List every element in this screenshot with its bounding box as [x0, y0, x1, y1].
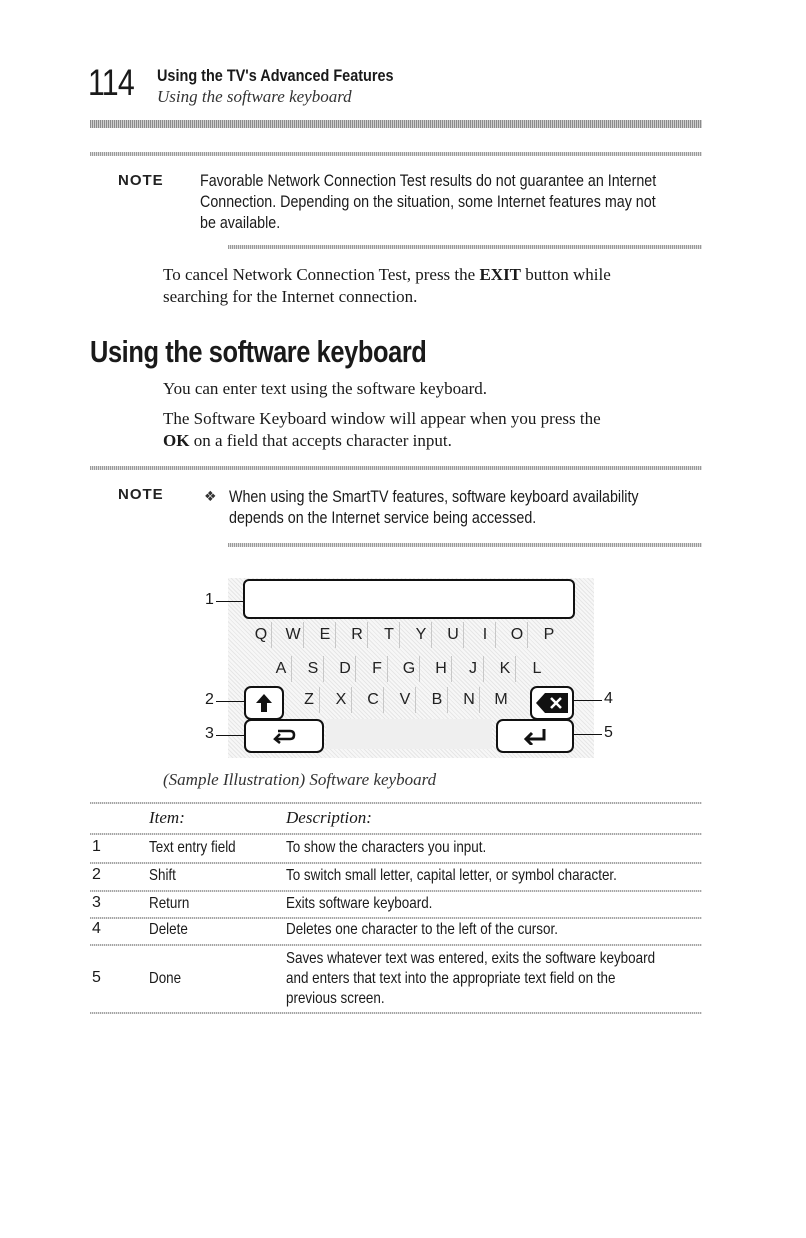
callout-line-5 [572, 734, 602, 735]
key-x[interactable]: X [331, 687, 352, 713]
note-line: When using the SmartTV features, software keyboard availability [229, 487, 639, 506]
row-number: 3 [92, 894, 101, 911]
shift-arrow-icon [255, 693, 273, 713]
row-description: To show the characters you input. [286, 839, 487, 856]
key-l[interactable]: L [532, 660, 542, 677]
key-g[interactable]: G [399, 656, 420, 682]
exit-keyword: EXIT [479, 265, 522, 284]
text-run: button while [521, 265, 611, 284]
key-d[interactable]: D [335, 656, 356, 682]
key-m[interactable]: M [494, 691, 508, 708]
row-rule [90, 890, 702, 892]
row-description: Saves whatever text was entered, exits the software keyboard [286, 950, 656, 967]
return-button[interactable] [244, 719, 324, 753]
header-rule [90, 120, 702, 128]
key-r[interactable]: R [347, 622, 368, 648]
table-header-item: Item: [149, 808, 185, 827]
callout-line-1 [216, 601, 244, 602]
window-paragraph [163, 408, 723, 452]
row-description: Deletes one character to the left of the cursor. [286, 921, 558, 938]
row-description: Exits software keyboard. [286, 895, 433, 912]
row-number: 2 [92, 866, 101, 883]
key-z[interactable]: Z [299, 687, 320, 713]
row-item: Shift [149, 867, 176, 884]
key-p[interactable]: P [543, 626, 555, 643]
keyboard-row-1 [248, 622, 578, 650]
text-run: on a field that accepts character input. [189, 431, 452, 450]
note-bottom-rule [228, 245, 702, 249]
backspace-x-icon [535, 692, 569, 714]
return-arrow-icon [272, 728, 296, 744]
note2-bottom-rule [228, 543, 702, 547]
key-b[interactable]: B [427, 687, 448, 713]
note-top-rule [90, 152, 702, 156]
figure-caption: (Sample Illustration) Software keyboard [163, 770, 437, 789]
chapter-title: Using the TV's Advanced Features [157, 66, 394, 85]
key-u[interactable]: U [443, 622, 464, 648]
keyboard-row-3 [290, 687, 530, 715]
cancel-paragraph [163, 264, 723, 308]
delete-button[interactable] [530, 686, 574, 720]
key-c[interactable]: C [363, 687, 384, 713]
table-header-rule [90, 833, 702, 835]
enter-arrow-icon [522, 727, 548, 745]
callout-2: 2 [205, 691, 214, 708]
section-subtitle: Using the software keyboard [157, 87, 352, 106]
row-description: and enters that text into the appropriate text field on the [286, 970, 616, 987]
row-number: 5 [92, 969, 101, 986]
key-j[interactable]: J [463, 656, 484, 682]
note-line: be available. [200, 213, 281, 232]
row-number: 4 [92, 920, 101, 937]
callout-line-4 [572, 700, 602, 701]
text-run: The Software Keyboard window will appear when you press the [163, 409, 601, 428]
row-item: Done [149, 970, 182, 987]
bullet-icon: ❖ [204, 489, 217, 505]
callout-3: 3 [205, 725, 214, 742]
key-n[interactable]: N [459, 687, 480, 713]
note2-text [229, 486, 699, 528]
row-item: Delete [149, 921, 188, 938]
key-q[interactable]: Q [251, 622, 272, 648]
key-s[interactable]: S [303, 656, 324, 682]
note-line: Connection. Depending on the situation, some Internet features may not [200, 192, 656, 211]
callout-1: 1 [205, 591, 214, 608]
table-top-rule [90, 802, 702, 804]
keyboard-row-2 [262, 656, 562, 684]
key-e[interactable]: E [315, 622, 336, 648]
row-description: To switch small letter, capital letter, or symbol character. [286, 867, 617, 884]
row-number: 1 [92, 838, 101, 855]
key-o[interactable]: O [507, 622, 528, 648]
section-heading: Using the software keyboard [90, 334, 427, 369]
table-bottom-rule [90, 1012, 702, 1014]
text-run: To cancel Network Connection Test, press the [163, 265, 480, 284]
key-y[interactable]: Y [411, 622, 432, 648]
note-line: depends on the Internet service being accessed. [229, 508, 537, 527]
key-f[interactable]: F [367, 656, 388, 682]
key-v[interactable]: V [395, 687, 416, 713]
text-entry-field[interactable] [243, 579, 575, 619]
page-number: 114 [88, 62, 134, 103]
row-rule [90, 862, 702, 864]
key-k[interactable]: K [495, 656, 516, 682]
row-rule [90, 944, 702, 946]
key-i[interactable]: I [475, 622, 496, 648]
key-w[interactable]: W [283, 622, 304, 648]
key-h[interactable]: H [431, 656, 452, 682]
callout-line-2 [216, 701, 244, 702]
space-bar[interactable] [326, 719, 492, 749]
note-line: Favorable Network Connection Test results do not guarantee an Internet [200, 171, 657, 190]
ok-keyword: OK [163, 431, 190, 450]
intro-paragraph: You can enter text using the software keyboard. [163, 379, 488, 398]
row-item: Text entry field [149, 839, 236, 856]
row-description: previous screen. [286, 990, 385, 1007]
table-header-description: Description: [286, 808, 372, 827]
key-a[interactable]: A [271, 656, 292, 682]
shift-button[interactable] [244, 686, 284, 720]
done-button[interactable] [496, 719, 574, 753]
note-label: NOTE [118, 172, 164, 189]
key-t[interactable]: T [379, 622, 400, 648]
callout-line-3 [216, 735, 244, 736]
note2-label: NOTE [118, 486, 164, 503]
note2-top-rule [90, 466, 702, 470]
callout-4: 4 [604, 690, 613, 707]
note-text [200, 170, 704, 233]
row-item: Return [149, 895, 190, 912]
row-rule [90, 917, 702, 919]
callout-5: 5 [604, 724, 613, 741]
text-run: searching for the Internet connection. [163, 287, 418, 306]
